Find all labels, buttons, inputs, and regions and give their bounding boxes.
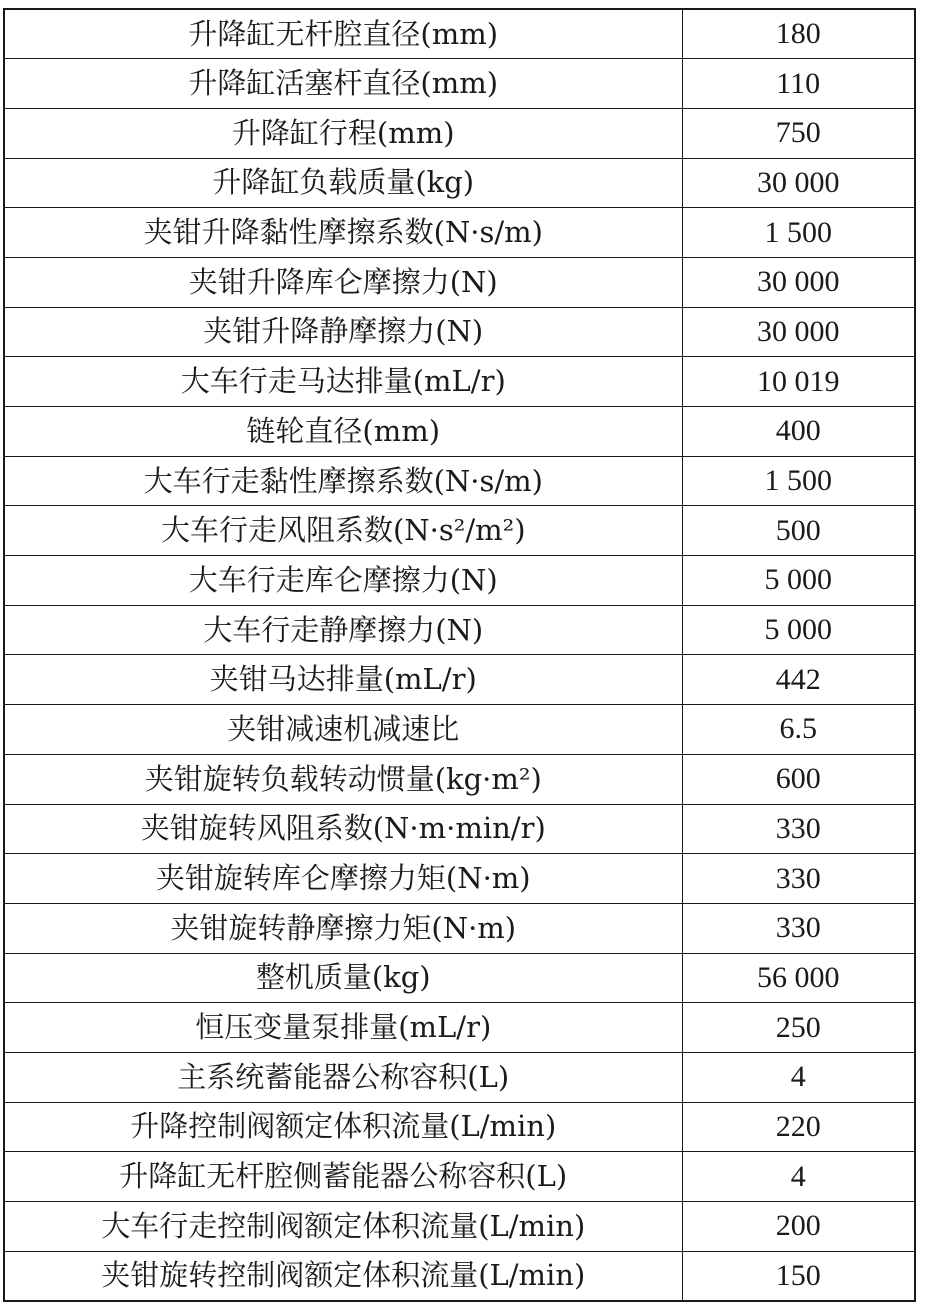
parameter-value-cell: 220	[682, 1102, 915, 1152]
parameter-name-cell: 大车行走库仑摩擦力(N)	[4, 556, 682, 606]
parameter-name-cell: 夹钳旋转风阻系数(N·m·min/r)	[4, 804, 682, 854]
parameter-name-cell: 夹钳旋转负载转动惯量(kg·m²)	[4, 754, 682, 804]
parameter-value-cell: 1 500	[682, 208, 915, 258]
table-row	[4, 605, 915, 655]
table-row	[4, 1003, 915, 1053]
parameter-value-cell: 600	[682, 754, 915, 804]
parameter-value-cell: 500	[682, 506, 915, 556]
parameter-value-cell: 180	[682, 9, 915, 59]
parameter-name-cell: 升降缸活塞杆直径(mm)	[4, 59, 682, 109]
parameter-value-cell: 200	[682, 1202, 915, 1252]
parameter-name-cell: 恒压变量泵排量(mL/r)	[4, 1003, 682, 1053]
table-row	[4, 1202, 915, 1252]
parameter-name-cell: 夹钳升降静摩擦力(N)	[4, 307, 682, 357]
table-row	[4, 456, 915, 506]
table-row	[4, 705, 915, 755]
parameter-value-cell: 442	[682, 655, 915, 705]
parameter-name-cell: 主系统蓄能器公称容积(L)	[4, 1052, 682, 1102]
parameter-name-cell: 升降缸无杆腔直径(mm)	[4, 9, 682, 59]
table-row	[4, 59, 915, 109]
parameter-name-cell: 大车行走黏性摩擦系数(N·s/m)	[4, 456, 682, 506]
parameter-name-cell: 升降控制阀额定体积流量(L/min)	[4, 1102, 682, 1152]
table-row	[4, 158, 915, 208]
parameter-value-cell: 30 000	[682, 307, 915, 357]
parameter-value-cell: 250	[682, 1003, 915, 1053]
parameter-value-cell: 330	[682, 804, 915, 854]
parameter-value-cell: 400	[682, 407, 915, 457]
parameter-table-body	[4, 9, 915, 1301]
table-row	[4, 108, 915, 158]
parameter-name-cell: 大车行走风阻系数(N·s²/m²)	[4, 506, 682, 556]
table-row	[4, 655, 915, 705]
parameter-value-cell: 56 000	[682, 953, 915, 1003]
parameter-value-cell: 150	[682, 1251, 915, 1301]
table-row	[4, 208, 915, 258]
parameter-value-cell: 750	[682, 108, 915, 158]
table-row	[4, 1052, 915, 1102]
table-row	[4, 9, 915, 59]
table-row	[4, 357, 915, 407]
table-row	[4, 506, 915, 556]
table-row	[4, 1251, 915, 1301]
parameter-value-cell: 110	[682, 59, 915, 109]
table-row	[4, 556, 915, 606]
parameter-value-cell: 30 000	[682, 257, 915, 307]
table-row	[4, 257, 915, 307]
parameter-name-cell: 升降缸行程(mm)	[4, 108, 682, 158]
table-row	[4, 754, 915, 804]
parameter-name-cell: 升降缸负载质量(kg)	[4, 158, 682, 208]
parameter-name-cell: 夹钳升降库仑摩擦力(N)	[4, 257, 682, 307]
table-row	[4, 854, 915, 904]
table-row	[4, 804, 915, 854]
parameter-value-cell: 4	[682, 1052, 915, 1102]
parameter-name-cell: 大车行走控制阀额定体积流量(L/min)	[4, 1202, 682, 1252]
parameter-name-cell: 大车行走马达排量(mL/r)	[4, 357, 682, 407]
parameter-name-cell: 升降缸无杆腔侧蓄能器公称容积(L)	[4, 1152, 682, 1202]
parameter-name-cell: 夹钳旋转静摩擦力矩(N·m)	[4, 903, 682, 953]
parameter-name-cell: 整机质量(kg)	[4, 953, 682, 1003]
table-row	[4, 407, 915, 457]
parameter-name-cell: 大车行走静摩擦力(N)	[4, 605, 682, 655]
parameter-name-cell: 夹钳旋转库仑摩擦力矩(N·m)	[4, 854, 682, 904]
parameter-value-cell: 6.5	[682, 705, 915, 755]
parameter-value-cell: 5 000	[682, 605, 915, 655]
table-row	[4, 903, 915, 953]
table-row	[4, 953, 915, 1003]
parameter-value-cell: 330	[682, 854, 915, 904]
parameter-name-cell: 夹钳升降黏性摩擦系数(N·s/m)	[4, 208, 682, 258]
parameter-value-cell: 1 500	[682, 456, 915, 506]
parameter-name-cell: 夹钳减速机减速比	[4, 705, 682, 755]
parameter-name-cell: 夹钳马达排量(mL/r)	[4, 655, 682, 705]
parameter-value-cell: 330	[682, 903, 915, 953]
parameter-name-cell: 夹钳旋转控制阀额定体积流量(L/min)	[4, 1251, 682, 1301]
table-row	[4, 307, 915, 357]
parameter-value-cell: 30 000	[682, 158, 915, 208]
parameter-name-cell: 链轮直径(mm)	[4, 407, 682, 457]
table-row	[4, 1152, 915, 1202]
parameter-value-cell: 10 019	[682, 357, 915, 407]
parameter-table	[3, 8, 916, 1302]
parameter-value-cell: 5 000	[682, 556, 915, 606]
parameter-value-cell: 4	[682, 1152, 915, 1202]
table-row	[4, 1102, 915, 1152]
